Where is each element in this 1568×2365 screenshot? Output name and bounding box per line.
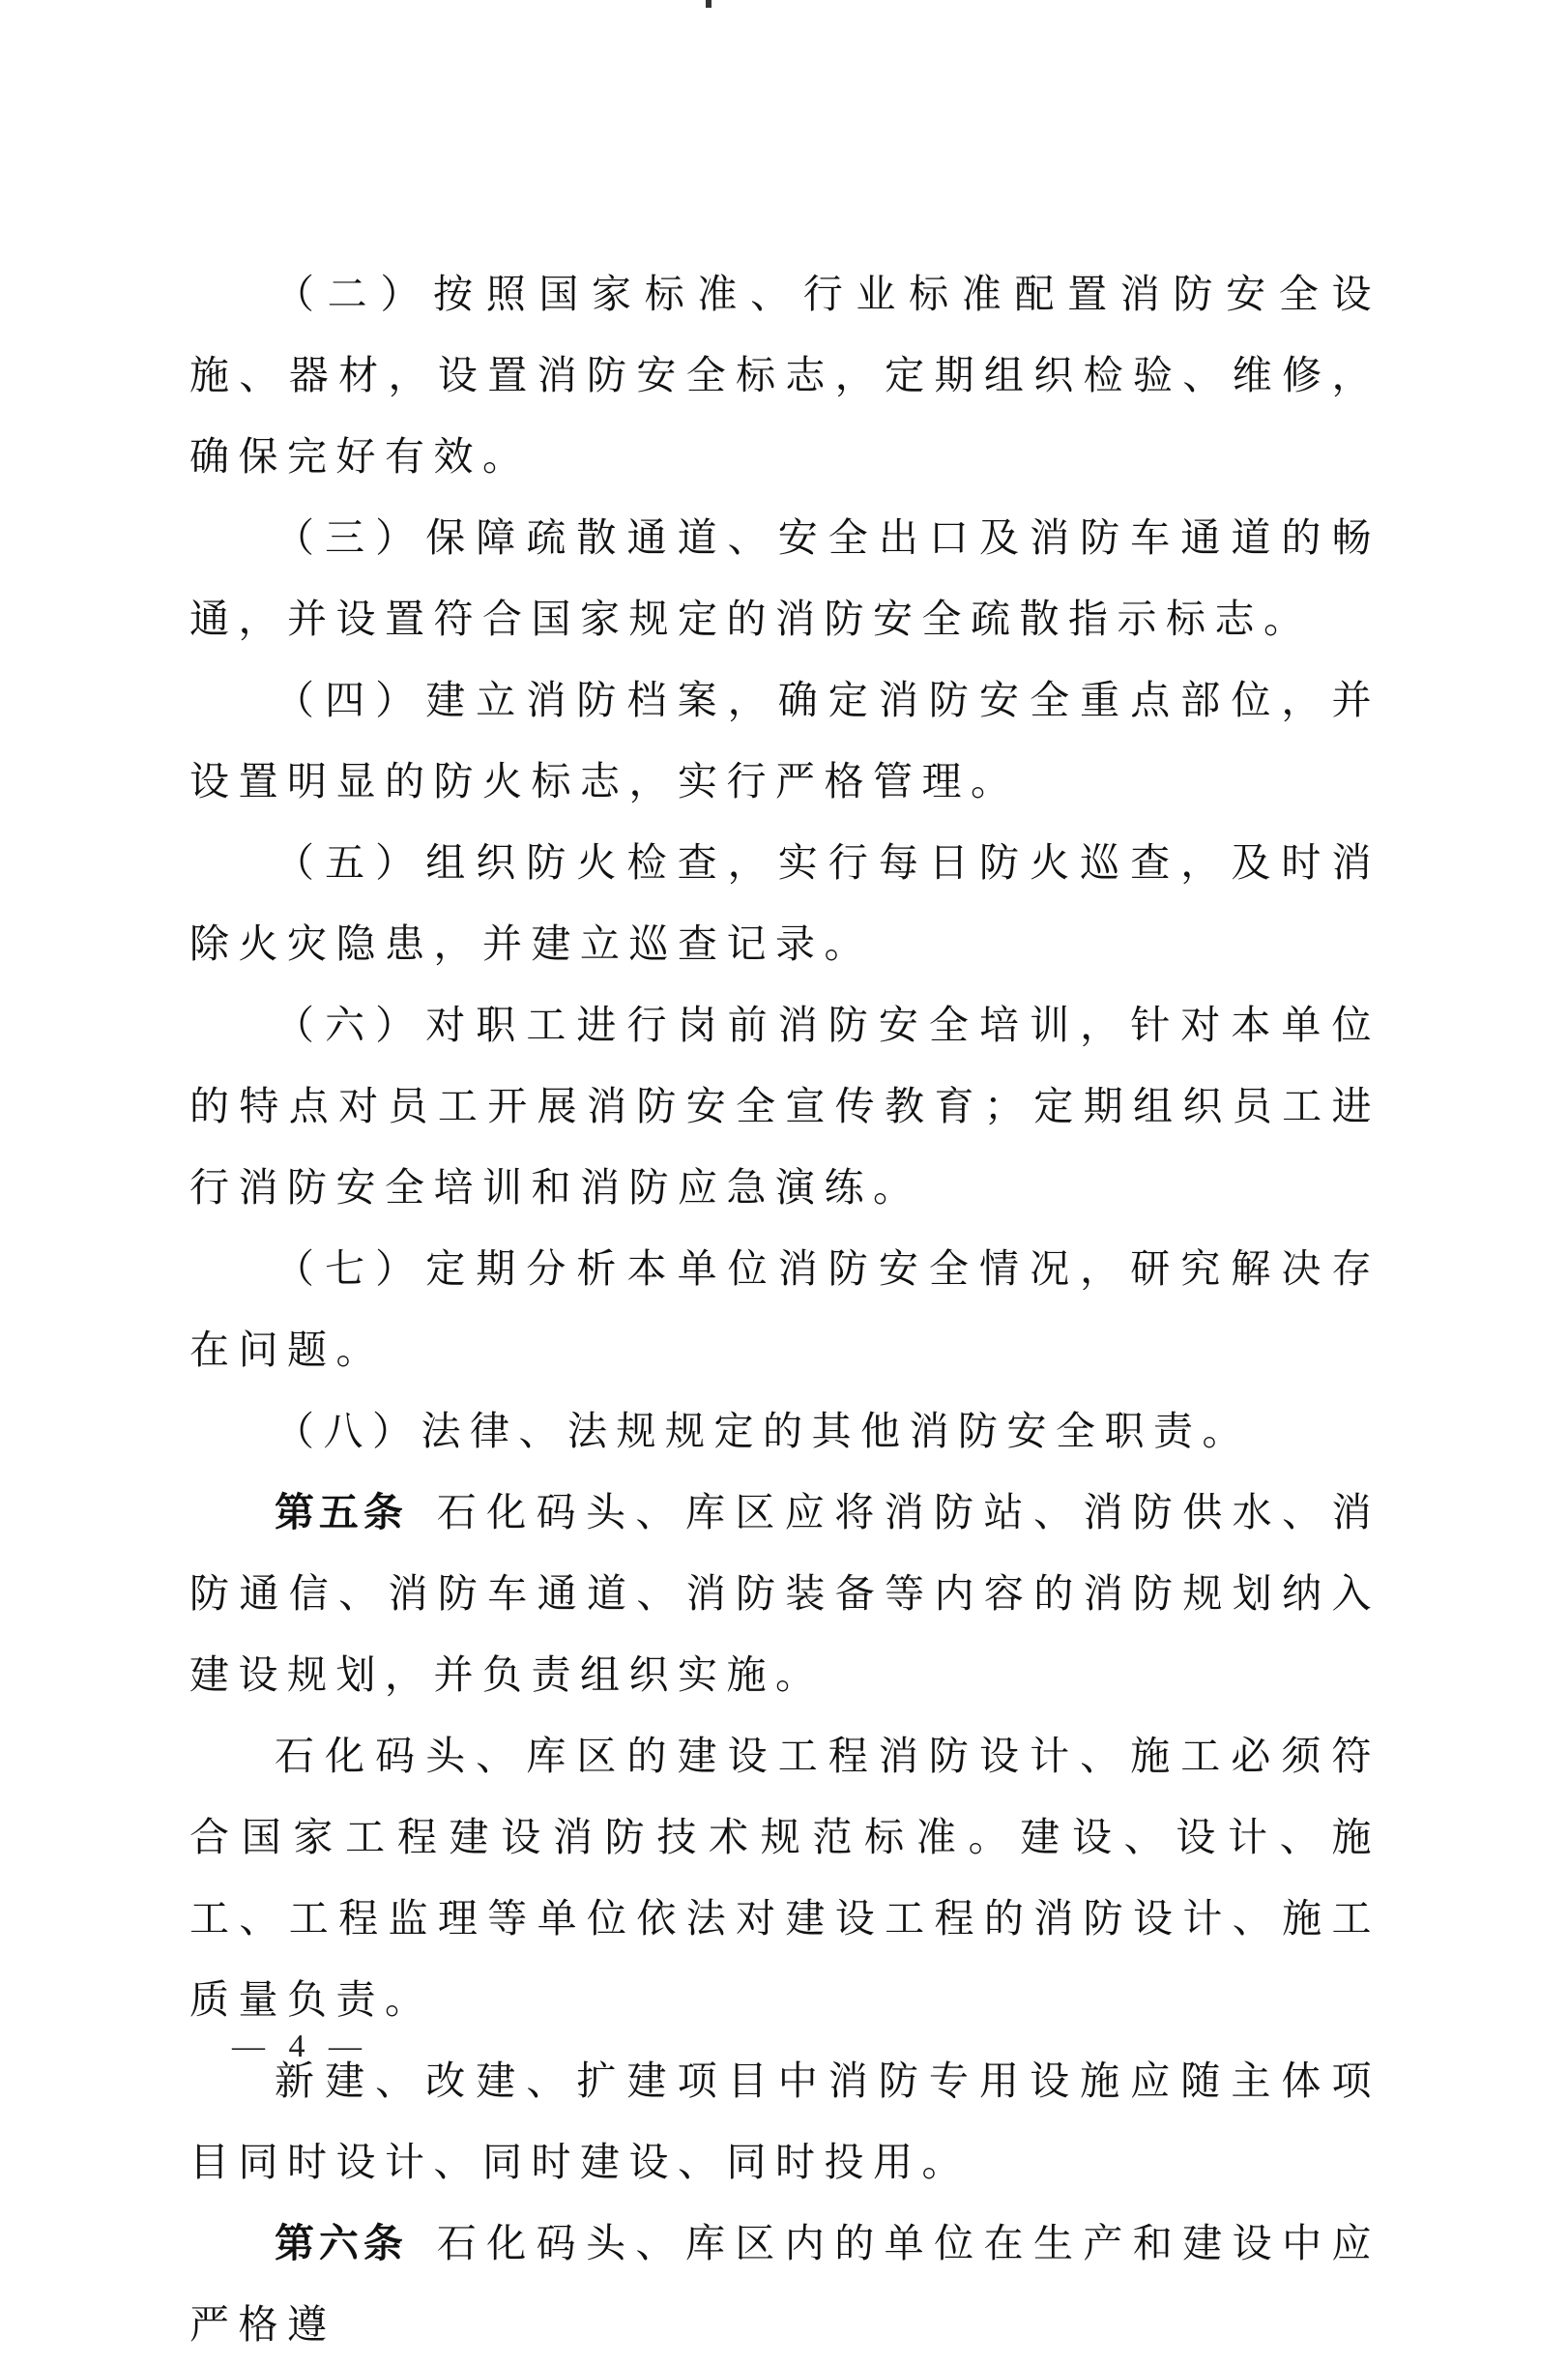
- article-6-heading: 第六条: [275, 2220, 408, 2266]
- paragraph-item-7: （七）定期分析本单位消防安全情况，研究解决存在问题。: [189, 1245, 1380, 1373]
- scan-mark: [706, 0, 711, 8]
- article-5-paragraph-2: 石化码头、库区的建设工程消防设计、施工必须符合国家工程建设消防技术规范标准。建设、设计、施工、工程监理等单位依法对建设工程的消防设计、施工质量负责。: [189, 1733, 1380, 2023]
- paragraph-item-6: （六）对职工进行岗前消防安全培训，针对本单位的特点对员工开展消防安全宣传教育；定期组织员工进行消防安全培训和消防应急演练。: [189, 1002, 1380, 1211]
- article-5-paragraph-3: 新建、改建、扩建项目中消防专用设施应随主体项目同时设计、同时建设、同时投用。: [189, 2058, 1380, 2185]
- paragraph-item-3: （三）保障疏散通道、安全出口及消防车通道的畅通，并设置符合国家规定的消防安全疏散指示标志。: [189, 514, 1380, 642]
- paragraph-item-5: （五）组织防火检查，实行每日防火巡查，及时消除火灾隐患，并建立巡查记录。: [189, 839, 1380, 967]
- paragraph-item-2: （二）按照国家标准、行业标准配置消防安全设施、器材，设置消防安全标志，定期组织检验、维修，确保完好有效。: [189, 271, 1380, 480]
- article-6: [189, 2203, 1380, 2365]
- article-5: [189, 1472, 1380, 1715]
- paragraph-item-4: （四）建立消防档案，确定消防安全重点部位，并设置明显的防火标志，实行严格管理。: [189, 677, 1380, 804]
- paragraph-item-8: （八）法律、法规规定的其他消防安全职责。: [275, 1408, 1251, 1454]
- article-5-heading: 第五条: [275, 1489, 408, 1535]
- article-6-text: 石化码头、库区内的单位在生产和建设中应严格遵: [189, 2220, 1381, 2348]
- page-number: — 4 —: [232, 2029, 369, 2064]
- article-5-text: 石化码头、库区应将消防站、消防供水、消防通信、消防车通道、消防装备等内容的消防规划纳入建设规划，并负责组织实施。: [189, 1489, 1381, 1698]
